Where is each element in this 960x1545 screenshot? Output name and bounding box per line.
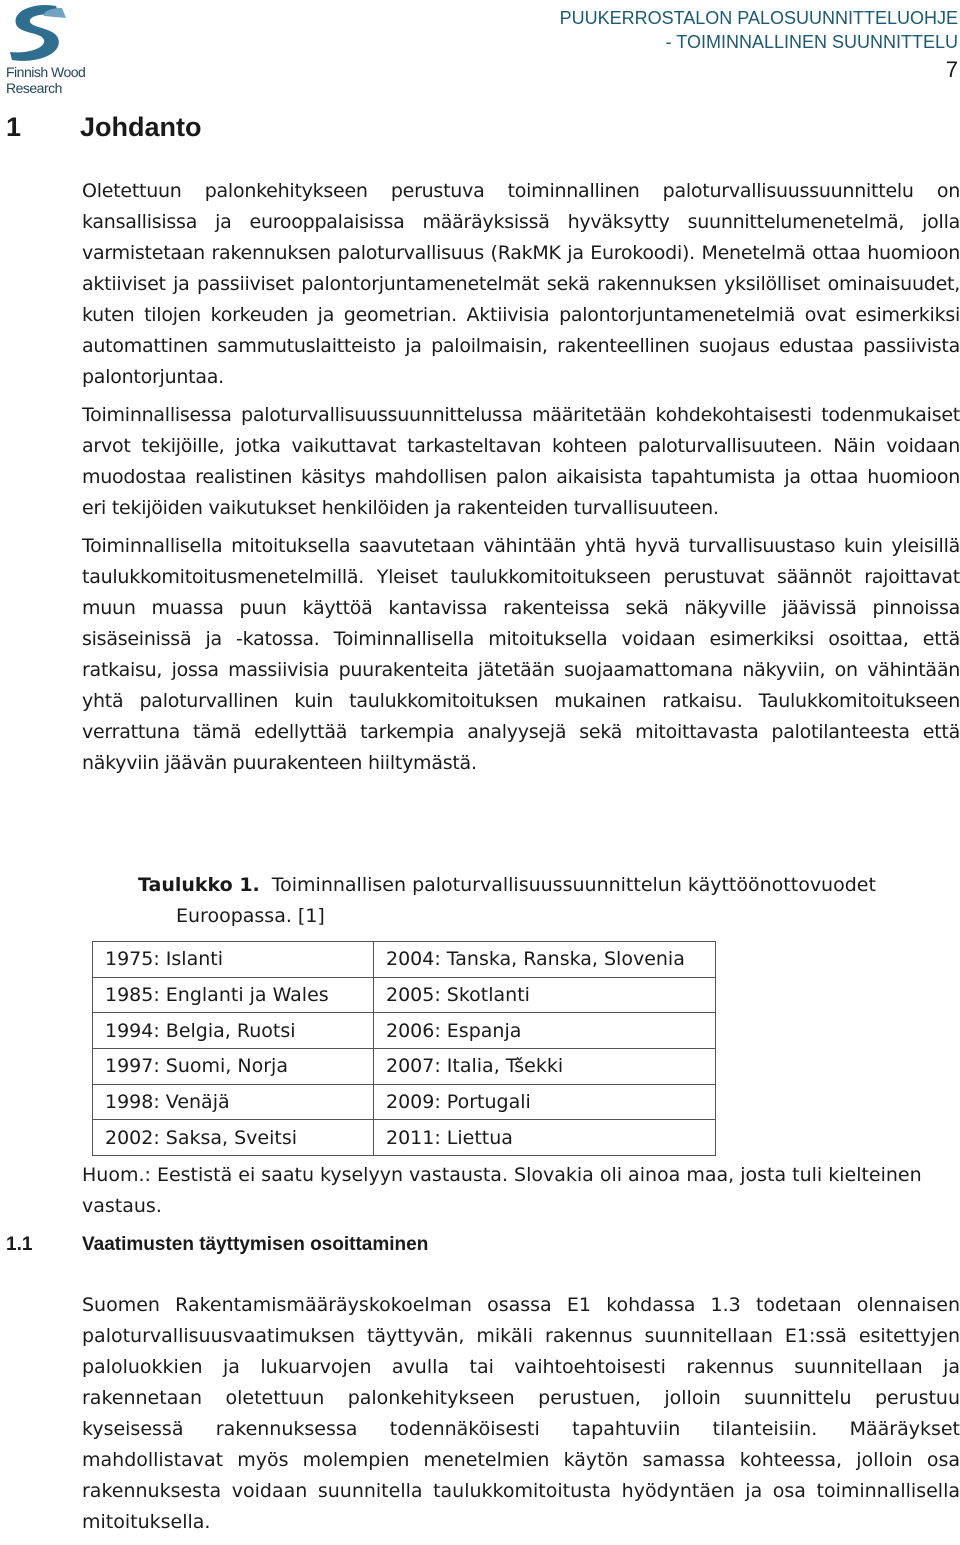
finnish-wood-research-logo: [4, 2, 104, 98]
running-header: [560, 6, 958, 84]
table-caption-text: Toiminnallisen paloturvallisuussuunnittelun käyttöönottovuodet: [271, 874, 876, 896]
table-row: [93, 1049, 716, 1085]
table-cell: 2011: Liettua: [374, 1120, 716, 1156]
paragraph: Toiminnallisella mitoituksella saavutetaan vähintään yhtä hyvä turvallisuustaso kuin yleisillä taulukkomitoitusmenetelmillä. Yleiset taulukkomitoitukseen perustuvat säännöt rajoittavat muun muassa puun käyttöä kantavissa rakenteissa sekä näkyville jäävissä pinnoissa sisäseinissä ja -katossa. Toiminnallisella mitoituksella voidaan esimerkiksi osoittaa, että ratkaisu, jossa massiivisia puurakenteita jätetään suojaamattomana näkyviin, on vähintään yhtä paloturvallinen kuin taulukkomitoituksen mukainen ratkaisu. Taulukkomitoitukseen verrattuna tämä edellyttää tarkempia analyysejä sekä mitoittavasta palotilanteesta että näkyviin jäävän puurakenteen hiiltymästä.: [82, 535, 960, 774]
running-header-line1: PUUKERROSTALON PALOSUUNNITTELUOHJE: [559, 8, 958, 28]
paragraph: Oletettuun palonkehitykseen perustuva toiminnallinen paloturvallisuussuunnittelu on kansallisissa ja eurooppalaisissa määräyksissä hyväksytty suunnittelumenetelmä, jolla varmistetaan rakennuksen paloturvallisuus (RakMK ja Eurokoodi). Menetelmä ottaa huomioon aktiiviset ja passiiviset palontorjuntamenetelmät sekä rakennuksen yksilölliset ominaisuudet, kuten tilojen korkeuden ja geometrian. Aktiivisia palontorjuntamenetelmiä ovat esimerkiksi automattinen sammutuslaitteisto ja paloilmaisin, rakenteellinen suojaus edustaa passiivista palontorjuntaa.: [82, 180, 960, 388]
table-cell: 2005: Skotlanti: [374, 977, 716, 1013]
table-row: [93, 1084, 716, 1120]
table-row: [93, 1120, 716, 1156]
table-row: [93, 977, 716, 1013]
table-caption-text-continued: Euroopassa. [1]: [176, 905, 325, 927]
section-number: 1.1: [6, 1234, 33, 1255]
table-cell: 1985: Englanti ja Wales: [93, 977, 374, 1013]
table-caption: [138, 870, 958, 932]
table-cell: 1975: Islanti: [93, 942, 374, 978]
adoption-years-table: [92, 941, 716, 1156]
table-row: [93, 942, 716, 978]
logo-text-line1: Finnish Wood: [6, 64, 86, 80]
paragraph: Toiminnallisessa paloturvallisuussuunnittelussa määritetään kohdekohtaisesti todenmukaiset arvot tekijöille, jotka vaikuttavat tarkasteltavan kohteen paloturvallisuuteen. Näin voidaan muodostaa realistinen käsitys mahdollisen palon aikaisista tapahtumista ja ottaa huomioon eri tekijöiden vaikutukset henkilöiden ja rakenteiden turvallisuuteen.: [82, 404, 960, 519]
section-text: [82, 1290, 960, 1545]
table-cell: 2004: Tanska, Ranska, Slovenia: [374, 942, 716, 978]
logo-text: [6, 64, 85, 96]
running-header-line2: - TOIMINNALLINEN SUUNNITTELU: [665, 32, 958, 52]
section-title: Vaatimusten täyttymisen osoittaminen: [82, 1234, 429, 1255]
table-cell: 2006: Espanja: [374, 1013, 716, 1049]
table-cell: 2009: Portugali: [374, 1084, 716, 1120]
section-heading: [6, 1234, 428, 1256]
page-number: 7: [945, 57, 958, 82]
chapter-number: 1: [6, 112, 22, 142]
logo-s-mark-icon: [6, 2, 70, 64]
table-cell: 2002: Saksa, Sveitsi: [93, 1120, 374, 1156]
table-row: [93, 1013, 716, 1049]
table-note: Huom.: Eestistä ei saatu kyselyyn vastausta. Slovakia oli ainoa maa, josta tuli kielteinen vastaus.: [82, 1164, 922, 1217]
table-cell: 2007: Italia, Tšekki: [374, 1049, 716, 1085]
table-cell: 1997: Suomi, Norja: [93, 1049, 374, 1085]
table-caption-label: Taulukko 1.: [138, 874, 260, 896]
chapter-title: Johdanto: [80, 112, 202, 142]
table-cell: 1998: Venäjä: [93, 1084, 374, 1120]
logo-text-line2: Research: [6, 80, 62, 96]
chapter-heading: [6, 112, 202, 143]
table-cell: 1994: Belgia, Ruotsi: [93, 1013, 374, 1049]
paragraph: Suomen Rakentamismääräyskokoelman osassa E1 kohdassa 1.3 todetaan olennaisen paloturvallisuusvaatimuksen täyttyvän, mikäli rakennus suunnitellaan E1:ssä esitettyjen paloluokkien ja lukuarvojen avulla tai vaihtoehtoisesti rakennus suunnitellaan ja rakennetaan oletettuun palonkehitykseen perustuen, jolloin suunnittelu perustuu kyseisessä rakennuksessa todennäköisesti tapahtuviin tilanteisiin. Määräykset mahdollistavat myös molempien menetelmien käytön samassa kohteessa, jolloin osa rakennuksesta voidaan suunnitella taulukkomitoitusta hyödyntäen ja osa toiminnallisella mitoituksella.: [82, 1294, 960, 1533]
intro-text: [82, 176, 960, 786]
